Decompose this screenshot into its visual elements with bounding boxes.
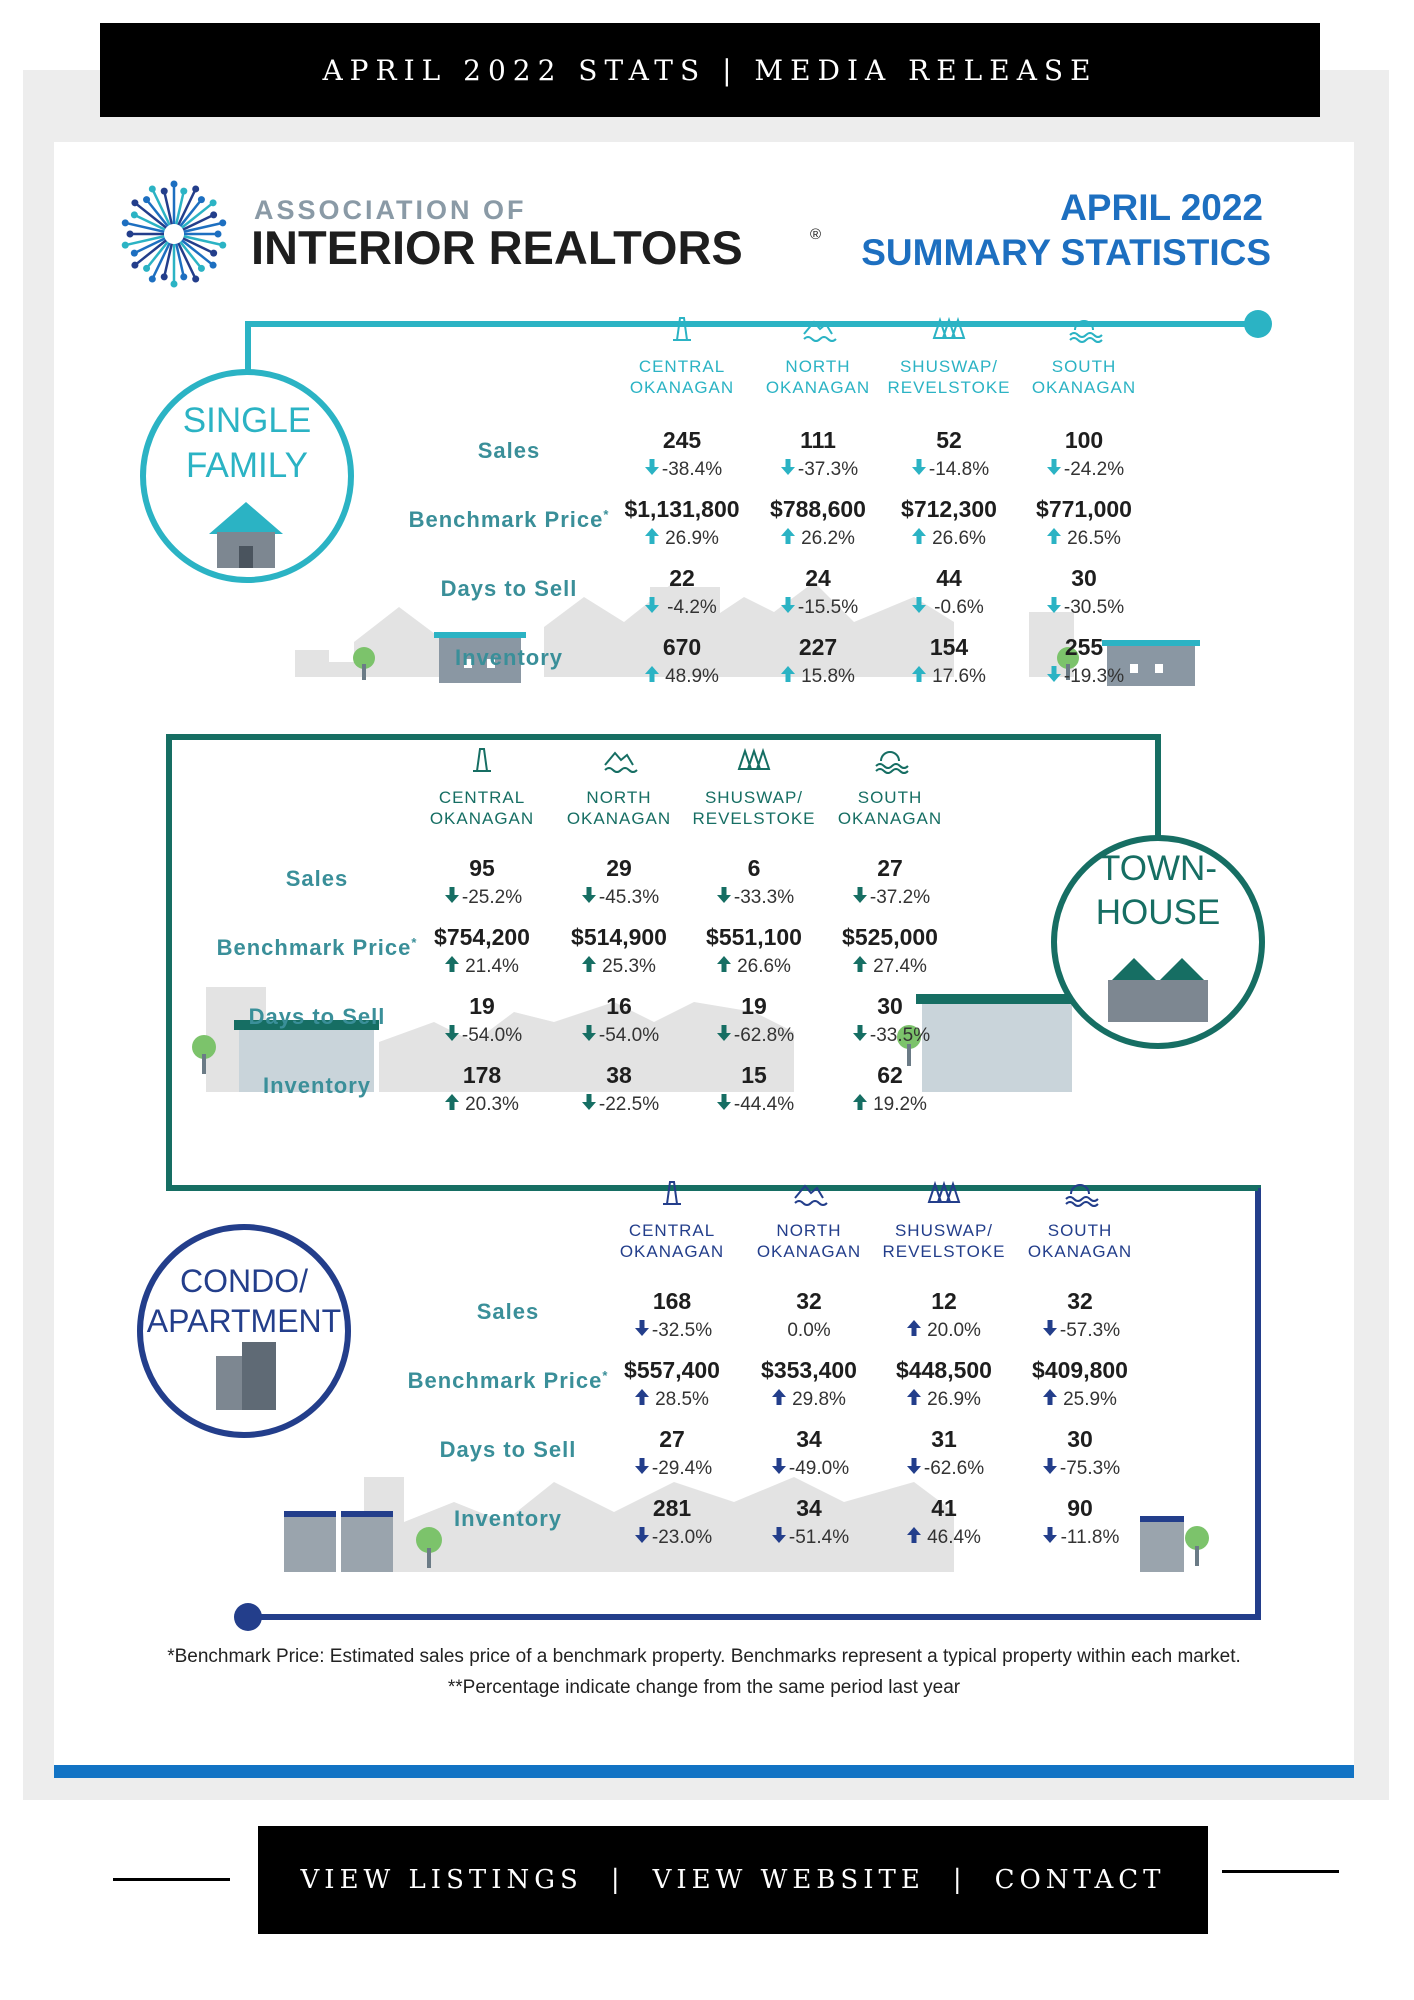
region-name-line2: REVELSTOKE [692, 809, 816, 828]
region-name-line1: SHUSWAP/ [704, 788, 804, 807]
stat-change: -37.3% [797, 459, 859, 480]
stat-change: 25.9% [1063, 1389, 1117, 1410]
stat-value: 22 [669, 565, 695, 591]
region-name-line1: SHUSWAP/ [899, 357, 999, 376]
region-name-line2: OKANAGAN [619, 1242, 725, 1261]
stat-change: -62.8% [733, 1025, 795, 1046]
stat-change: -4.2% [667, 597, 717, 618]
view-listings-link[interactable]: VIEW LISTINGS [300, 1865, 583, 1895]
stat-change: -0.6% [934, 597, 984, 618]
stat-value: 30 [1071, 565, 1097, 591]
row-label: Benchmark Price* [407, 1368, 609, 1393]
arrow-down-icon [853, 1025, 867, 1041]
row-label: Benchmark Price* [408, 507, 610, 532]
stat-change: -57.3% [1059, 1320, 1121, 1341]
stat-value: $514,900 [571, 924, 667, 950]
arrow-down-icon [635, 1320, 649, 1336]
section-name-line2: HOUSE [1095, 893, 1221, 932]
stat-value: $1,131,800 [624, 496, 740, 522]
left-decorative-line [113, 1878, 230, 1881]
region-name-line2: OKANAGAN [756, 1242, 862, 1261]
stat-change: -45.3% [598, 887, 660, 908]
stat-value: 19 [741, 993, 767, 1019]
right-decorative-line [1222, 1870, 1339, 1873]
region-name-line1: NORTH [785, 357, 851, 376]
region-name-line1: SOUTH [857, 788, 923, 807]
stat-change: -29.4% [651, 1458, 713, 1479]
section-name-line2: APARTMENT [146, 1303, 342, 1339]
arrow-up-icon [1043, 1389, 1057, 1405]
panel-bottom-rule [54, 1765, 1354, 1778]
stat-change: 25.3% [602, 956, 656, 977]
arrow-down-icon [772, 1458, 786, 1474]
stats-tables [217, 318, 1137, 1548]
arrow-down-icon [1043, 1458, 1057, 1474]
section-name-line2: FAMILY [186, 446, 308, 485]
arrow-down-icon [1043, 1320, 1057, 1336]
row-label: Benchmark Price* [216, 935, 418, 960]
stat-change: -54.0% [461, 1025, 523, 1046]
stat-change: 26.6% [737, 956, 791, 977]
stat-value: 255 [1064, 634, 1104, 660]
stat-change: 20.0% [927, 1320, 981, 1341]
region-name-line2: OKANAGAN [1031, 378, 1137, 397]
region-name-line2: OKANAGAN [1027, 1242, 1133, 1261]
stat-value: 95 [469, 855, 495, 881]
stat-change: -30.5% [1063, 597, 1125, 618]
condo-apartment-badge [140, 1227, 348, 1435]
arrow-down-icon [1043, 1527, 1057, 1543]
arrow-up-icon [781, 528, 795, 544]
stat-value: $771,000 [1036, 496, 1132, 522]
arrow-down-icon [1047, 597, 1061, 613]
arrow-up-icon [1047, 528, 1061, 544]
arrow-up-icon [912, 528, 926, 544]
stat-value: 154 [929, 634, 969, 660]
stat-change: 19.2% [873, 1094, 927, 1115]
stat-value: 16 [606, 993, 632, 1019]
arrow-down-icon [645, 459, 659, 475]
stat-change: 46.4% [927, 1527, 981, 1548]
stat-value: $551,100 [706, 924, 802, 950]
row-label: Sales [477, 438, 541, 463]
stat-value: $353,400 [761, 1357, 857, 1383]
row-label: Sales [476, 1299, 540, 1324]
arrow-down-icon [912, 459, 926, 475]
stat-value: 34 [796, 1426, 822, 1452]
lighthouse-icon [473, 749, 491, 771]
stat-change: -24.2% [1063, 459, 1125, 480]
region-name-line1: CENTRAL [638, 357, 726, 376]
region-name-line2: OKANAGAN [566, 809, 672, 828]
region-name-line1: SOUTH [1051, 357, 1117, 376]
stat-change: -33.5% [869, 1025, 931, 1046]
stat-change: -51.4% [788, 1527, 850, 1548]
stat-value: 32 [1067, 1288, 1093, 1314]
forest-icon [739, 751, 769, 769]
stat-change: -49.0% [788, 1458, 850, 1479]
arrow-down-icon [582, 1094, 596, 1110]
row-label: Sales [285, 866, 349, 891]
stat-change: -44.4% [733, 1094, 795, 1115]
stat-change: -37.2% [869, 887, 931, 908]
stat-change: 21.4% [465, 956, 519, 977]
stat-value: 27 [877, 855, 903, 881]
stat-value: 90 [1067, 1495, 1093, 1521]
section-name-line1: CONDO/ [180, 1263, 308, 1299]
stat-value: 111 [800, 427, 836, 453]
stat-change: -25.2% [461, 887, 523, 908]
realtors-logo-icon [122, 181, 226, 288]
stat-change: 26.2% [801, 528, 855, 549]
stat-value: 281 [652, 1495, 692, 1521]
stat-change: -75.3% [1059, 1458, 1121, 1479]
stat-value: 62 [877, 1062, 903, 1088]
arrow-down-icon [635, 1458, 649, 1474]
region-name-line1: SOUTH [1047, 1221, 1113, 1240]
stat-value: 30 [1067, 1426, 1093, 1452]
arrow-down-icon [445, 887, 459, 903]
forest-icon [929, 1184, 959, 1202]
footnote-benchmark: *Benchmark Price: Estimated sales price of a benchmark property. Benchmarks represent a typical property within each market. [167, 1646, 1241, 1667]
region-name-line1: NORTH [776, 1221, 842, 1240]
report-title-line1: APRIL 2022 [1060, 187, 1263, 228]
stat-value: 32 [796, 1288, 822, 1314]
arrow-down-icon [717, 1094, 731, 1110]
region-name-line2: OKANAGAN [837, 809, 943, 828]
stat-value: $525,000 [842, 924, 938, 950]
stat-value: $557,400 [624, 1357, 720, 1383]
stat-value: 24 [805, 565, 831, 591]
stat-value: 31 [931, 1426, 957, 1452]
registered-mark: ® [810, 226, 822, 243]
stat-change: 27.4% [873, 956, 927, 977]
stat-change: 26.9% [927, 1389, 981, 1410]
region-name-line1: CENTRAL [628, 1221, 716, 1240]
arrow-down-icon [1047, 459, 1061, 475]
contact-link[interactable]: CONTACT [994, 1865, 1166, 1895]
stat-change: 26.9% [665, 528, 719, 549]
section-name-line1: SINGLE [182, 401, 312, 440]
stat-value: 100 [1064, 427, 1104, 453]
arrow-down-icon [781, 459, 795, 475]
stat-value: $788,600 [770, 496, 866, 522]
arrow-up-icon [445, 1094, 459, 1110]
stat-value: $754,200 [434, 924, 530, 950]
report-title-line2: SUMMARY STATISTICS [861, 232, 1271, 273]
stat-change: 29.8% [792, 1389, 846, 1410]
row-label: Days to Sell [248, 1004, 386, 1029]
stat-value: 178 [462, 1062, 502, 1088]
stat-value: 30 [877, 993, 903, 1019]
row-label: Inventory [262, 1073, 372, 1098]
arrow-up-icon [635, 1389, 649, 1405]
footer-nav-bar [258, 1826, 1208, 1934]
stat-change: 0.0% [787, 1320, 831, 1341]
row-label: Inventory [453, 1506, 563, 1531]
stat-change: -14.8% [928, 459, 990, 480]
arrow-up-icon [717, 956, 731, 972]
nav-separator: | [610, 1865, 625, 1895]
region-name-line2: OKANAGAN [429, 809, 535, 828]
header-banner [100, 23, 1320, 117]
region-name-line1: CENTRAL [438, 788, 526, 807]
forest-icon [934, 320, 964, 338]
arrow-up-icon [445, 956, 459, 972]
stat-change: -62.6% [923, 1458, 985, 1479]
stat-value: $448,500 [896, 1357, 992, 1383]
summary-statistics-infographic [54, 142, 1354, 1762]
region-name-line2: OKANAGAN [765, 378, 871, 397]
stat-value: 227 [798, 634, 838, 660]
stat-value: 6 [747, 855, 761, 881]
stat-value: 12 [931, 1288, 957, 1314]
stat-change: -15.5% [797, 597, 859, 618]
stat-value: $712,300 [901, 496, 997, 522]
row-label: Inventory [454, 645, 564, 670]
arrow-down-icon [907, 1458, 921, 1474]
stat-change: 26.5% [1067, 528, 1121, 549]
arrow-up-icon [645, 528, 659, 544]
org-name-line2: INTERIOR REALTORS [251, 221, 743, 274]
stat-value: 168 [652, 1288, 692, 1314]
stat-change: -22.5% [598, 1094, 660, 1115]
stat-value: $409,800 [1032, 1357, 1128, 1383]
arrow-up-icon [853, 1094, 867, 1110]
stat-change: -11.8% [1060, 1527, 1120, 1548]
stat-change: -32.5% [651, 1320, 713, 1341]
region-name-line1: NORTH [586, 788, 652, 807]
stat-change: -23.0% [651, 1527, 713, 1548]
stat-change: -54.0% [598, 1025, 660, 1046]
org-name-line1: ASSOCIATION OF [254, 195, 527, 225]
stat-change: 48.9% [665, 666, 719, 687]
footnote-percentage: **Percentage indicate change from the same period last year [447, 1677, 961, 1698]
stat-value: 19 [469, 993, 495, 1019]
region-name-line2: REVELSTOKE [882, 1242, 1006, 1261]
mountain-waves-icon [605, 753, 637, 772]
stat-change: -19.3% [1063, 666, 1125, 687]
stat-value: 29 [606, 855, 632, 881]
stat-value: 41 [931, 1495, 957, 1521]
arrow-down-icon [582, 887, 596, 903]
row-label: Days to Sell [440, 576, 578, 601]
stat-change: 26.6% [932, 528, 986, 549]
view-website-link[interactable]: VIEW WEBSITE [652, 1865, 925, 1895]
nav-separator: | [952, 1865, 967, 1895]
arrow-up-icon [907, 1389, 921, 1405]
row-label: Days to Sell [439, 1437, 577, 1462]
header-title: APRIL 2022 STATS | MEDIA RELEASE [322, 53, 1098, 87]
arrow-up-icon [582, 956, 596, 972]
arrow-up-icon [907, 1320, 921, 1336]
arrow-up-icon [772, 1389, 786, 1405]
stat-value: 38 [606, 1062, 632, 1088]
stat-change: 20.3% [465, 1094, 519, 1115]
stat-change: 28.5% [655, 1389, 709, 1410]
condo-skyline [284, 1477, 1209, 1572]
townhouse-badge [1054, 838, 1262, 1046]
stat-change: -38.4% [661, 459, 723, 480]
stat-change: 17.6% [932, 666, 986, 687]
stat-change: 15.8% [801, 666, 855, 687]
stat-value: 44 [936, 565, 962, 591]
sunset-waves-icon [876, 752, 908, 773]
arrow-up-icon [853, 956, 867, 972]
stat-value: 52 [936, 427, 962, 453]
region-name-line2: REVELSTOKE [887, 378, 1011, 397]
stat-change: -33.3% [733, 887, 795, 908]
region-name-line2: OKANAGAN [629, 378, 735, 397]
section-name-line1: TOWN- [1099, 849, 1217, 888]
stat-value: 27 [659, 1426, 685, 1452]
stat-value: 15 [741, 1062, 767, 1088]
arrow-down-icon [717, 887, 731, 903]
single-family-badge [143, 372, 351, 580]
stat-value: 34 [796, 1495, 822, 1521]
stat-value: 670 [662, 634, 702, 660]
region-name-line1: SHUSWAP/ [894, 1221, 994, 1240]
stat-value: 245 [662, 427, 702, 453]
arrow-down-icon [853, 887, 867, 903]
